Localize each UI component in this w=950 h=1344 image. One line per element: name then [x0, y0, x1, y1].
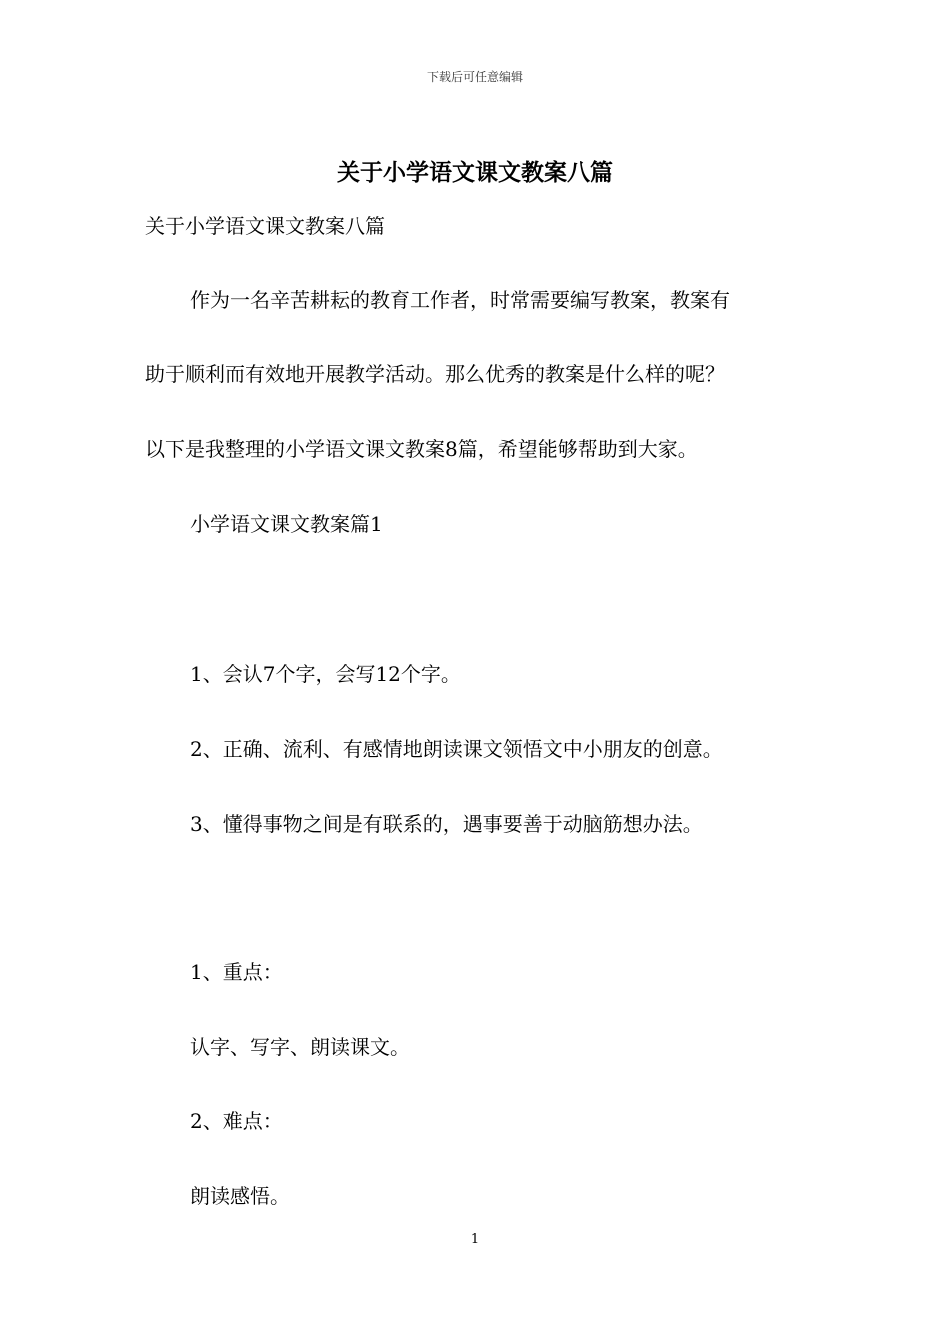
intro-line-1: 作为一名辛苦耕耘的教育工作者，时常需要编写教案，教案有: [190, 288, 730, 312]
section-heading: 小学语文课文教案篇1: [190, 512, 383, 536]
subtitle: 关于小学语文课文教案八篇: [145, 214, 385, 238]
key-point-label: 1、重点：: [190, 960, 283, 984]
intro-line-2: 助于顺利而有效地开展教学活动。那么优秀的教案是什么样的呢？: [145, 362, 725, 386]
objective-2: 2、正确、流利、有感情地朗读课文领悟文中小朋友的创意。: [190, 737, 723, 761]
page-number: 1: [470, 1232, 480, 1247]
objective-1: 1、会认7个字，会写12个字。: [190, 662, 461, 686]
intro-line-3: 以下是我整理的小学语文课文教案8篇，希望能够帮助到大家。: [145, 437, 698, 461]
key-point-content: 认字、写字、朗读课文。: [190, 1035, 410, 1059]
difficult-point-content: 朗读感悟。: [190, 1184, 290, 1208]
difficult-point-label: 2、难点：: [190, 1109, 283, 1133]
header-note: 下载后可任意编辑: [426, 70, 523, 84]
objective-3: 3、懂得事物之间是有联系的，遇事要善于动脑筋想办法。: [190, 812, 703, 836]
document-title: 关于小学语文课文教案八篇: [337, 159, 613, 186]
